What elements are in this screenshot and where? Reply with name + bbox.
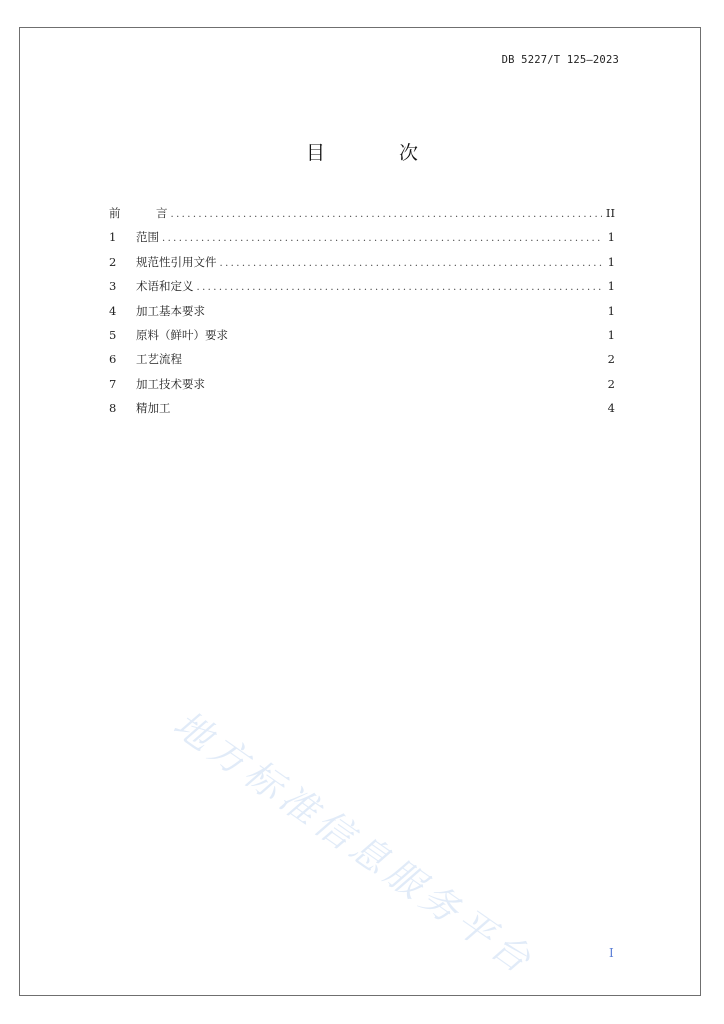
toc-entry-label: 规范性引用文件: [136, 254, 217, 269]
toc-leader-dots: [171, 203, 602, 227]
standard-code: DB 5227/T 125—2023: [501, 54, 619, 66]
toc-entry-fine-processing[interactable]: [109, 396, 615, 420]
toc-entry-terms-definitions[interactable]: [109, 274, 615, 298]
watermark-text: 地方标准信息服务平台: [165, 702, 543, 985]
toc-entry-page: 2: [607, 352, 615, 367]
toc-entry-label: 言: [156, 206, 168, 220]
toc-entry-basic-requirements[interactable]: [109, 299, 615, 323]
toc-entry-number: 8: [109, 401, 117, 416]
toc-entry-page: 1: [607, 254, 615, 269]
toc-entry-page: 1: [607, 303, 615, 318]
toc-entry-number: 2: [109, 254, 117, 269]
toc-entry-label: 术语和定义: [136, 279, 194, 294]
toc-entry-label: 加工技术要求: [136, 376, 205, 391]
page-number: I: [609, 946, 614, 960]
toc-entry-page: 1: [607, 230, 615, 245]
toc-entry-raw-material[interactable]: [109, 323, 615, 347]
toc-entry-process-flow[interactable]: [109, 347, 615, 371]
toc-leader-dots: [220, 252, 604, 276]
toc-title: 目 次: [305, 142, 453, 164]
toc-entry-number: 5: [109, 327, 117, 342]
table-of-contents: [109, 201, 615, 421]
toc-entry-number: 1: [109, 230, 117, 245]
toc-entry-scope[interactable]: [109, 225, 615, 249]
toc-entry-foreword[interactable]: [109, 201, 615, 225]
toc-entry-label: 范围: [136, 230, 159, 245]
toc-entry-page: 1: [607, 327, 615, 342]
toc-entry-label: 工艺流程: [136, 352, 182, 367]
toc-leader-dots: [197, 276, 604, 300]
toc-entry-label: 精加工: [136, 401, 171, 416]
toc-entry-number: 3: [109, 279, 117, 294]
toc-entry-number: 前: [109, 206, 121, 220]
toc-entry-page: II: [605, 206, 615, 220]
toc-entry-page: 2: [607, 376, 615, 391]
toc-entry-label: 加工基本要求: [136, 303, 205, 318]
toc-entry-number: 7: [109, 376, 117, 391]
toc-entry-page: 1: [607, 279, 615, 294]
toc-entry-technical-requirements[interactable]: [109, 372, 615, 396]
toc-entry-label: 原料（鲜叶）要求: [136, 327, 228, 342]
toc-entry-number: 6: [109, 352, 117, 367]
toc-leader-dots: [162, 227, 603, 251]
toc-entry-page: 4: [607, 401, 615, 416]
toc-entry-normative-references[interactable]: [109, 250, 615, 274]
toc-entry-number: 4: [109, 303, 117, 318]
